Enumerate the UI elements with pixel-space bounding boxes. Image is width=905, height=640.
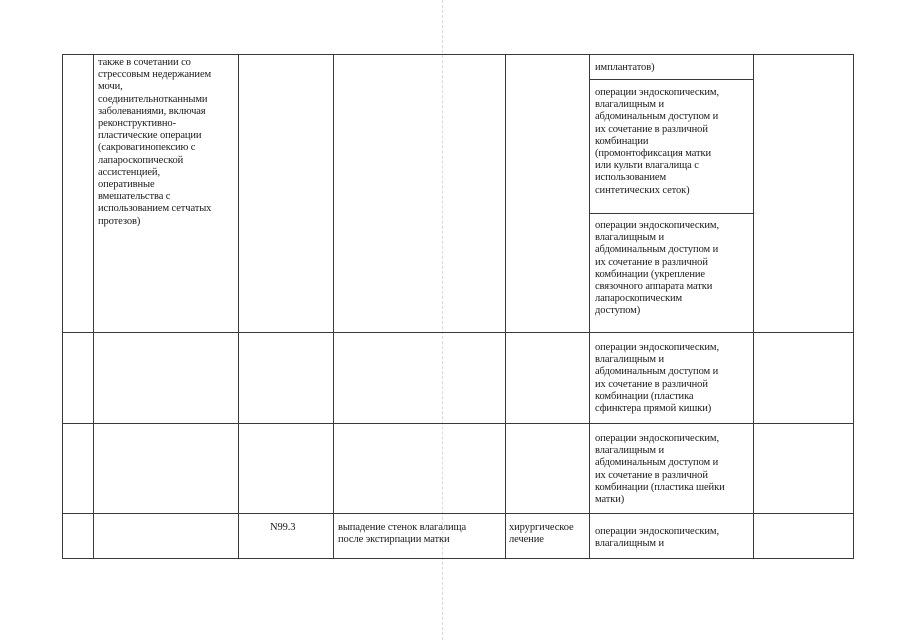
table-top-border: [62, 54, 854, 55]
table-bottom-border: [62, 558, 854, 559]
row4-condition-cell: выпадение стенок влагалища после экстирпации матки: [338, 522, 467, 546]
row3-method-1: операции эндоскопическим, влагалищным и абдоминальным доступом и их сочетание в различной комбинации (пластика шейки матки): [595, 433, 725, 506]
row1-condition-cell: также в сочетании со стрессовым недержанием мочи, соединительнотканными заболеваниями, включая реконструктивно- пластические операции (сакровагинопексию с лапароскопической ассистенцией, оперативные вмешательства с использованием сетчатых протезов): [98, 57, 212, 227]
row1-method-3: операции эндоскопическим, влагалищным и абдоминальным доступом и их сочетание в различной комбинации (укрепление связочного аппарата матки лапароскопическим доступом): [595, 220, 719, 317]
column-divider: [589, 54, 590, 558]
row4-method-1: операции эндоскопическим, влагалищным и: [595, 526, 719, 550]
column-divider: [333, 54, 334, 558]
row-divider: [62, 332, 854, 333]
row-divider: [590, 213, 753, 214]
row4-treatment-cell: хирургическое лечение: [509, 522, 574, 546]
column-divider: [753, 54, 754, 558]
column-divider: [93, 54, 94, 558]
row-divider: [590, 79, 753, 80]
row-divider: [62, 423, 854, 424]
column-divider: [505, 54, 506, 558]
row-divider: [62, 513, 854, 514]
row1-method-2: операции эндоскопическим, влагалищным и абдоминальным доступом и их сочетание в различной комбинации (промонтофиксация матки или культи влагалища с использованием синтетических сеток): [595, 87, 719, 196]
column-divider: [853, 54, 854, 558]
column-divider: [238, 54, 239, 558]
row1-method-1: имплантатов): [595, 62, 655, 73]
row4-code-cell: N99.3: [270, 522, 296, 533]
row2-method-1: операции эндоскопическим, влагалищным и абдоминальным доступом и их сочетание в различной комбинации (пластика сфинктера прямой кишки): [595, 342, 719, 415]
column-divider: [62, 54, 63, 558]
